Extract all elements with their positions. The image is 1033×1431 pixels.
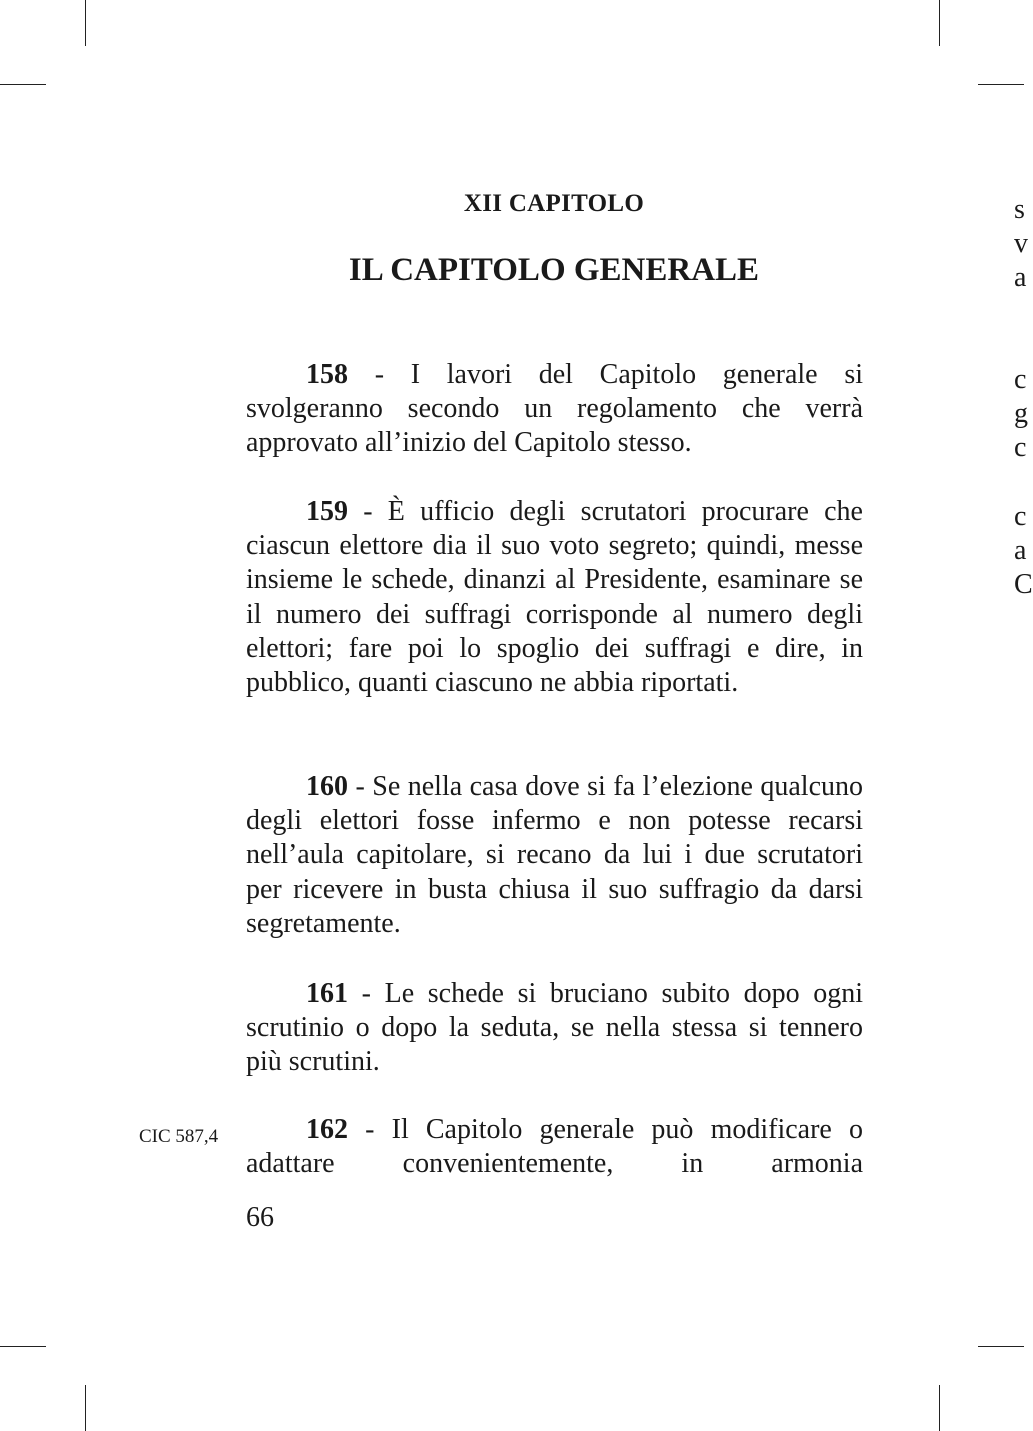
margin-note: CIC 587,4	[139, 1126, 219, 1147]
crop-mark	[0, 84, 46, 85]
paragraph-number: 159	[306, 496, 348, 527]
crop-mark	[978, 1346, 1024, 1347]
paragraph-number: 160	[306, 771, 348, 802]
facing-page-letter: v	[1014, 228, 1028, 259]
facing-page-letter: a	[1014, 262, 1027, 293]
page-number: 66	[246, 1202, 274, 1233]
facing-page-letter: C	[1014, 569, 1033, 600]
facing-page-letter: c	[1014, 432, 1027, 463]
chapter-title: IL CAPITOLO GENERALE	[348, 252, 760, 288]
crop-mark	[939, 1385, 940, 1431]
paragraph-number: 158	[306, 359, 348, 390]
paragraph-number: 161	[306, 978, 348, 1009]
paragraph-number: 162	[306, 1114, 348, 1145]
paragraph-159	[246, 495, 863, 700]
crop-mark	[85, 1385, 86, 1431]
paragraph-text: - I lavori del Capitolo generale si svolgeranno secondo un regolamento che verrà approvato all’inizio del Capitolo stesso.	[246, 359, 863, 459]
crop-mark	[978, 84, 1024, 85]
paragraph-161	[246, 977, 863, 1080]
crop-mark	[0, 1346, 46, 1347]
paragraph-160	[246, 770, 863, 941]
facing-page-letter: s	[1014, 194, 1025, 225]
paragraph-158	[246, 358, 863, 461]
facing-page-letter: c	[1014, 364, 1027, 395]
paragraph-text: - Le schede si bruciano subito dopo ogni scrutinio o dopo la seduta, se nella stessa si tennero più scrutini.	[246, 978, 863, 1078]
paragraph-text: - Se nella casa dove si fa l’elezione qualcuno degli elettori fosse infermo e non potesse recarsi nell’aula capitolare, si recano da lui i due scrutatori per ricevere in busta chiusa il suo suffragio da darsi segretamente.	[246, 771, 863, 939]
facing-page-letter: g	[1014, 398, 1028, 429]
facing-page-letter: c	[1014, 501, 1027, 532]
facing-page-letter: a	[1014, 535, 1027, 566]
paragraph-162	[246, 1113, 863, 1181]
paragraph-text: - Il Capitolo generale può modificare o adattare convenientemente, in armonia	[246, 1114, 863, 1180]
crop-mark	[85, 0, 86, 46]
chapter-label: XII CAPITOLO	[463, 190, 645, 217]
crop-mark	[939, 0, 940, 46]
paragraph-text: - È ufficio degli scrutatori procurare che ciascun elettore dia il suo voto segreto; quindi, messe insieme le schede, dinanzi al Presidente, esaminare se il numero dei suffragi corrisponde al numero degli elettori; fare poi lo spoglio dei suffragi e dire, in pubblico, quanti ciascuno ne abbia riportati.	[246, 496, 863, 699]
